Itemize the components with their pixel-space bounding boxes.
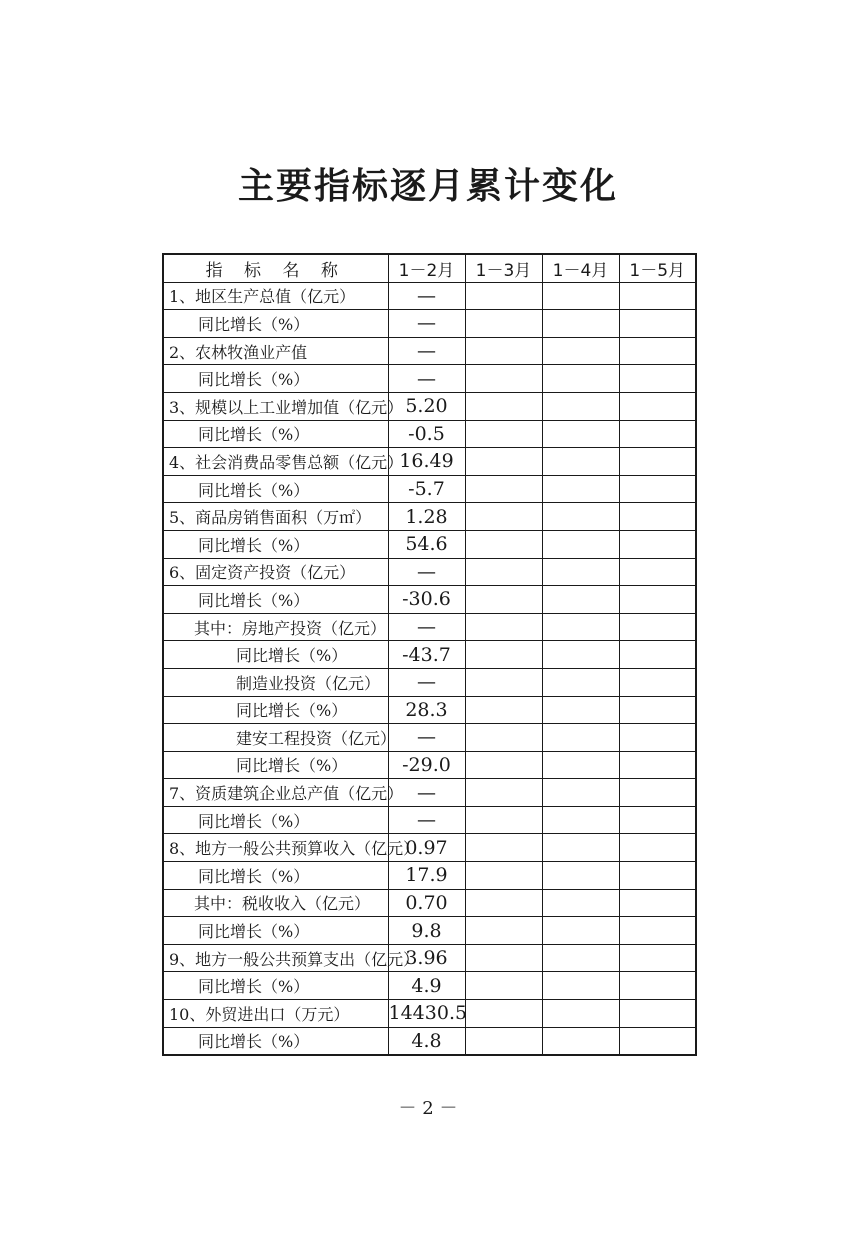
value-cell: [542, 944, 619, 972]
value-cell: [542, 806, 619, 834]
value-cell: [542, 475, 619, 503]
value-cell: 1.28: [388, 503, 465, 531]
header-jan-may: 1－5月: [619, 254, 696, 282]
value-cell: -43.7: [388, 641, 465, 669]
value-cell: [619, 558, 696, 586]
indicator-name-cell: 同比增长（%）: [163, 1027, 388, 1055]
value-cell: [542, 420, 619, 448]
value-cell: [542, 668, 619, 696]
table-row: [163, 1027, 696, 1055]
value-cell: [542, 392, 619, 420]
indicator-name-cell: 同比增长（%）: [163, 586, 388, 614]
value-cell: [619, 420, 696, 448]
value-cell: [619, 862, 696, 890]
table-row: [163, 586, 696, 614]
value-cell: [542, 530, 619, 558]
value-cell: [465, 724, 542, 752]
table-row: [163, 448, 696, 476]
value-cell: —: [388, 310, 465, 338]
value-cell: [619, 751, 696, 779]
value-cell: [465, 641, 542, 669]
value-cell: [619, 282, 696, 310]
value-cell: [619, 392, 696, 420]
value-cell: [619, 1027, 696, 1055]
indicator-name-cell: 同比增长（%）: [163, 530, 388, 558]
value-cell: —: [388, 724, 465, 752]
page-number: － 2 －: [398, 1098, 458, 1119]
value-cell: 4.9: [388, 972, 465, 1000]
value-cell: [542, 558, 619, 586]
table-row: [163, 310, 696, 338]
value-cell: —: [388, 613, 465, 641]
value-cell: [619, 586, 696, 614]
indicator-name-cell: 同比增长（%）: [163, 696, 388, 724]
header-indicator-name: 指 标 名 称: [163, 254, 388, 282]
value-cell: 14430.5: [388, 1000, 465, 1028]
value-cell: [465, 420, 542, 448]
table-row: [163, 337, 696, 365]
indicator-name-cell: 2、农林牧渔业产值: [163, 337, 388, 365]
value-cell: 9.8: [388, 917, 465, 945]
header-jan-apr: 1－4月: [542, 254, 619, 282]
value-cell: [619, 806, 696, 834]
indicator-name-cell: 5、商品房销售面积（万㎡）: [163, 503, 388, 531]
value-cell: [619, 641, 696, 669]
indicator-name-cell: 同比增长（%）: [163, 420, 388, 448]
table-row: [163, 972, 696, 1000]
value-cell: [465, 751, 542, 779]
value-cell: [619, 448, 696, 476]
value-cell: [542, 310, 619, 338]
value-cell: [619, 779, 696, 807]
indicator-name-cell: 8、地方一般公共预算收入（亿元）: [163, 834, 388, 862]
value-cell: -0.5: [388, 420, 465, 448]
value-cell: [619, 972, 696, 1000]
value-cell: [465, 696, 542, 724]
value-cell: [465, 668, 542, 696]
value-cell: [542, 724, 619, 752]
header-jan-mar: 1－3月: [465, 254, 542, 282]
value-cell: [465, 586, 542, 614]
value-cell: [542, 779, 619, 807]
value-cell: —: [388, 282, 465, 310]
value-cell: [465, 530, 542, 558]
value-cell: [619, 613, 696, 641]
value-cell: [542, 448, 619, 476]
value-cell: [542, 1000, 619, 1028]
value-cell: [542, 503, 619, 531]
indicator-name-cell: 同比增长（%）: [163, 806, 388, 834]
value-cell: [465, 475, 542, 503]
value-cell: [542, 365, 619, 393]
value-cell: [465, 558, 542, 586]
indicator-name-cell: 同比增长（%）: [163, 365, 388, 393]
value-cell: 16.49: [388, 448, 465, 476]
table-row: [163, 613, 696, 641]
value-cell: 0.97: [388, 834, 465, 862]
table-row: [163, 668, 696, 696]
value-cell: [542, 696, 619, 724]
value-cell: [619, 668, 696, 696]
value-cell: -5.7: [388, 475, 465, 503]
value-cell: [465, 806, 542, 834]
indicator-name-cell: 同比增长（%）: [163, 972, 388, 1000]
value-cell: 54.6: [388, 530, 465, 558]
value-cell: [542, 917, 619, 945]
value-cell: [465, 365, 542, 393]
table-row: [163, 503, 696, 531]
indicator-name-cell: 4、社会消费品零售总额（亿元）: [163, 448, 388, 476]
table-row: [163, 889, 696, 917]
value-cell: —: [388, 337, 465, 365]
indicator-table: [162, 253, 697, 1056]
indicator-name-cell: 其中：房地产投资（亿元）: [163, 613, 388, 641]
value-cell: 5.20: [388, 392, 465, 420]
value-cell: 0.70: [388, 889, 465, 917]
value-cell: [542, 613, 619, 641]
table-row: [163, 806, 696, 834]
value-cell: [542, 834, 619, 862]
value-cell: [619, 917, 696, 945]
value-cell: —: [388, 806, 465, 834]
value-cell: [465, 448, 542, 476]
value-cell: [542, 862, 619, 890]
value-cell: 3.96: [388, 944, 465, 972]
indicator-name-cell: 10、外贸进出口（万元）: [163, 1000, 388, 1028]
indicator-name-cell: 建安工程投资（亿元）: [163, 724, 388, 752]
value-cell: [465, 834, 542, 862]
value-cell: [542, 337, 619, 365]
value-cell: [465, 310, 542, 338]
value-cell: [619, 889, 696, 917]
indicator-name-cell: 7、资质建筑企业总产值（亿元）: [163, 779, 388, 807]
value-cell: —: [388, 558, 465, 586]
value-cell: —: [388, 779, 465, 807]
value-cell: [465, 282, 542, 310]
value-cell: [542, 751, 619, 779]
table-row: [163, 392, 696, 420]
value-cell: [542, 889, 619, 917]
value-cell: [465, 862, 542, 890]
indicator-name-cell: 6、固定资产投资（亿元）: [163, 558, 388, 586]
table-row: [163, 944, 696, 972]
table-row: [163, 696, 696, 724]
table-body: [163, 282, 696, 1055]
indicator-name-cell: 同比增长（%）: [163, 751, 388, 779]
value-cell: [465, 944, 542, 972]
value-cell: [465, 972, 542, 1000]
value-cell: [542, 641, 619, 669]
value-cell: [619, 1000, 696, 1028]
value-cell: [465, 392, 542, 420]
value-cell: [465, 337, 542, 365]
indicator-name-cell: 同比增长（%）: [163, 475, 388, 503]
table-row: [163, 1000, 696, 1028]
value-cell: [619, 475, 696, 503]
value-cell: [619, 696, 696, 724]
value-cell: 28.3: [388, 696, 465, 724]
value-cell: [619, 530, 696, 558]
indicator-name-cell: 1、地区生产总值（亿元）: [163, 282, 388, 310]
value-cell: [619, 337, 696, 365]
table-row: [163, 558, 696, 586]
table-row: [163, 834, 696, 862]
table-row: [163, 365, 696, 393]
table-row: [163, 641, 696, 669]
indicator-name-cell: 其中：税收收入（亿元）: [163, 889, 388, 917]
value-cell: [619, 724, 696, 752]
value-cell: -30.6: [388, 586, 465, 614]
indicator-name-cell: 同比增长（%）: [163, 917, 388, 945]
value-cell: [465, 889, 542, 917]
indicator-name-cell: 9、地方一般公共预算支出（亿元）: [163, 944, 388, 972]
table-row: [163, 475, 696, 503]
value-cell: 4.8: [388, 1027, 465, 1055]
value-cell: [542, 972, 619, 1000]
table-row: [163, 751, 696, 779]
table-row: [163, 420, 696, 448]
value-cell: [465, 1000, 542, 1028]
value-cell: —: [388, 365, 465, 393]
indicator-name-cell: 同比增长（%）: [163, 641, 388, 669]
table-row: [163, 917, 696, 945]
indicator-name-cell: 3、规模以上工业增加值（亿元）: [163, 392, 388, 420]
value-cell: [619, 944, 696, 972]
value-cell: [542, 1027, 619, 1055]
value-cell: [542, 282, 619, 310]
value-cell: [465, 503, 542, 531]
value-cell: [619, 834, 696, 862]
table-row: [163, 530, 696, 558]
value-cell: [465, 613, 542, 641]
table-row: [163, 862, 696, 890]
table-header-row: [163, 254, 696, 282]
value-cell: [619, 503, 696, 531]
value-cell: [465, 917, 542, 945]
value-cell: —: [388, 668, 465, 696]
value-cell: [542, 586, 619, 614]
indicator-name-cell: 同比增长（%）: [163, 310, 388, 338]
page-title: 主要指标逐月累计变化: [237, 166, 618, 207]
indicator-name-cell: 同比增长（%）: [163, 862, 388, 890]
header-jan-feb: 1－2月: [388, 254, 465, 282]
value-cell: [619, 365, 696, 393]
indicator-name-cell: 制造业投资（亿元）: [163, 668, 388, 696]
table-row: [163, 282, 696, 310]
value-cell: 17.9: [388, 862, 465, 890]
table-row: [163, 724, 696, 752]
value-cell: [619, 310, 696, 338]
value-cell: [465, 1027, 542, 1055]
value-cell: -29.0: [388, 751, 465, 779]
table-row: [163, 779, 696, 807]
value-cell: [465, 779, 542, 807]
